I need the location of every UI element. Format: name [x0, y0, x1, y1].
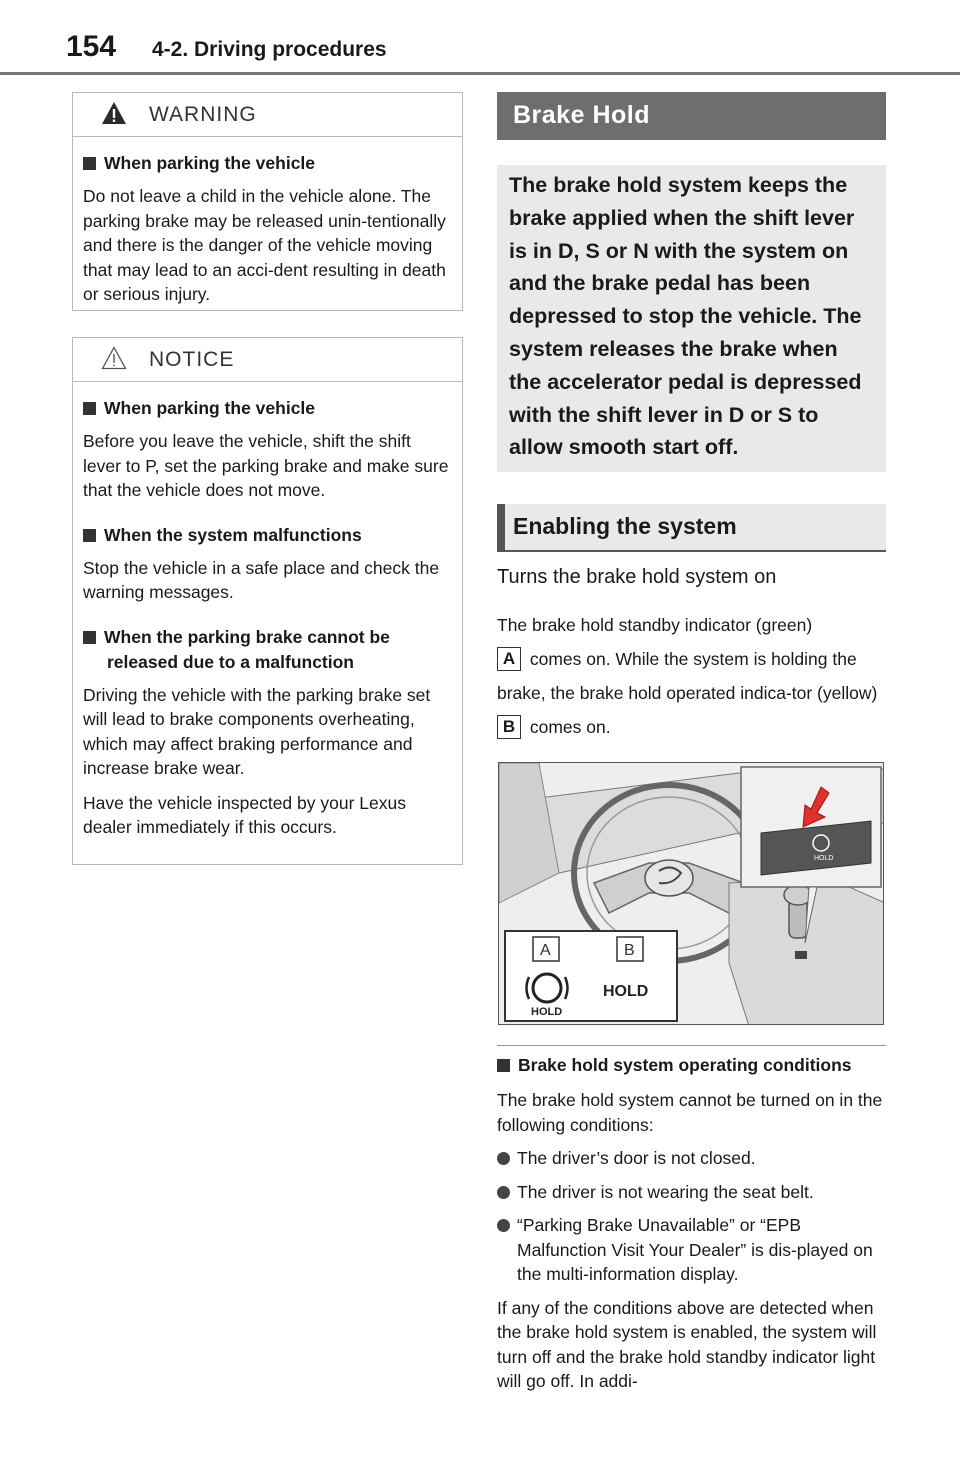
notice-text-1: Before you leave the vehicle, shift the shift lever to P, set the parking brake and make sure that the vehicle does not move. [83, 431, 449, 500]
notice-title: NOTICE [149, 348, 235, 371]
warning-title: WARNING [149, 103, 257, 126]
brake-hold-intro: The brake hold system keeps the brake applied when the shift lever is in D, S or N with the system on and the brake pedal has been depressed to stop the vehicle. The system releases the brake when the accelerator pedal is depressed with the shift lever in D or S to allow smooth start off. [509, 173, 862, 460]
warning-header [73, 93, 462, 137]
round-bullet-icon [497, 1152, 510, 1165]
header-divider [0, 72, 960, 75]
warning-triangle-icon [101, 101, 127, 125]
notice-box [72, 337, 463, 865]
condition-item: The driver’s door is not closed. [497, 1146, 889, 1171]
callout-a: A [540, 942, 551, 959]
section-title: 4-2. Driving procedures [152, 38, 387, 61]
square-bullet-icon [83, 402, 96, 415]
conditions-heading: Brake hold system operating conditions [497, 1055, 852, 1076]
brake-hold-illustration [498, 762, 884, 1025]
warning-text: Do not leave a child in the vehicle alone. The parking brake may be released unin-tentionally and there is the danger of the vehicle moving that may lead to an acci-dent resulting in death or serious injury. [83, 186, 446, 304]
conditions-outro: If any of the conditions above are detected when the brake hold system is enabled, the system will turn off and the brake hold standby indicator light will go off. In addi- [497, 1297, 877, 1391]
indicator-a-label: HOLD [531, 1006, 563, 1018]
square-bullet-icon [497, 1059, 510, 1072]
callout-b: B [624, 942, 635, 959]
warning-box [72, 92, 463, 311]
indicator-b-label: HOLD [603, 983, 649, 1000]
enabling-description: The brake hold standby indicator (green) A comes on. While the system is holding the brake, the brake hold operated indica-tor (yellow) B comes on. [497, 615, 878, 737]
conditions-body [497, 1088, 889, 1403]
condition-item: “Parking Brake Unavailable” or “EPB Malfunction Visit Your Dealer” is dis-played on the multi-information display. [497, 1213, 889, 1287]
notice-subheading-3: When the parking brake cannot be released due to a malfunction [83, 625, 452, 675]
notice-subheading-2: When the system malfunctions [83, 523, 452, 548]
brake-hold-title: Brake Hold [513, 101, 650, 129]
round-bullet-icon [497, 1186, 510, 1199]
page-number: 154 [66, 30, 117, 63]
brake-hold-title-bar [497, 92, 886, 140]
label-b: B [497, 715, 521, 739]
notice-text-2: Stop the vehicle in a safe place and check the warning messages. [83, 557, 440, 602]
round-bullet-icon [497, 1219, 510, 1232]
square-bullet-icon [83, 631, 96, 644]
label-a: A [497, 647, 521, 671]
enabling-instruction: Turns the brake hold system on [497, 566, 777, 588]
notice-text-3b: Have the vehicle inspected by your Lexus dealer immediately if this occurs. [83, 792, 406, 837]
conditions-divider [497, 1045, 886, 1046]
square-bullet-icon [83, 529, 96, 542]
conditions-intro: The brake hold system cannot be turned on in the following conditions: [497, 1090, 883, 1135]
condition-item: The driver is not wearing the seat belt. [497, 1180, 889, 1205]
caution-triangle-icon [101, 346, 127, 370]
notice-subheading-1: When parking the vehicle [83, 396, 452, 421]
cockpit-drawing [499, 763, 884, 1025]
brake-hold-intro-box [497, 165, 886, 472]
switch-label: HOLD [814, 855, 834, 862]
square-bullet-icon [83, 157, 96, 170]
page-header [66, 26, 960, 72]
enabling-title: Enabling the system [513, 513, 737, 539]
notice-text-3a: Driving the vehicle with the parking brake set will lead to brake components overheating, which may affect braking performance and increase brake wear. [83, 684, 431, 778]
section-marker [497, 504, 505, 552]
warning-subheading: When parking the vehicle [83, 151, 452, 176]
notice-header [73, 338, 462, 382]
enabling-section-bar [497, 504, 886, 552]
